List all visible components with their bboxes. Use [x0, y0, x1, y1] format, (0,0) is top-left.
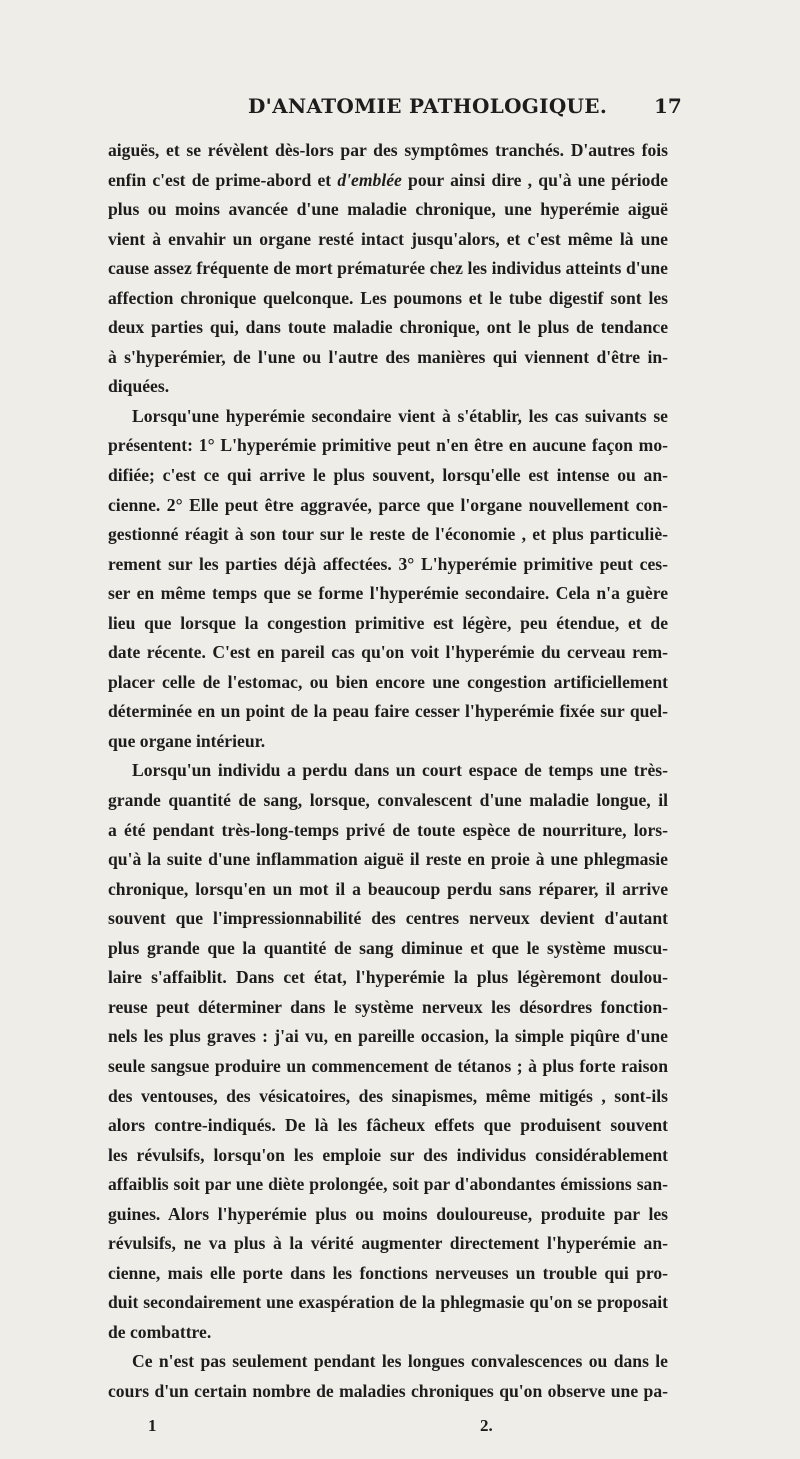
- text-line: que organe intérieur.: [108, 730, 266, 751]
- page-number: 17: [654, 94, 682, 118]
- text-line: lieu que lorsque la congestion primitive est légère, peu étendue, et de: [108, 612, 668, 633]
- text-line: seule sangsue produire un commencement de tétanos ; à plus forte raison: [108, 1055, 668, 1076]
- signature-left: 1: [148, 1416, 157, 1435]
- text-line: diquées.: [108, 376, 170, 397]
- text-line: Ce n'est pas seulement pendant les longues convalescences ou dans le: [132, 1351, 668, 1372]
- text-line: ser en même temps que se forme l'hyperémie secondaire. Cela n'a guère: [108, 583, 668, 604]
- text-line: reuse peut déterminer dans le système nerveux les désordres fonction-: [108, 996, 668, 1017]
- text-line: grande quantité de sang, lorsque, convalescent d'une maladie longue, il: [108, 790, 668, 811]
- text-line: laire s'affaiblit. Dans cet état, l'hyperémie la plus légèremont doulou-: [108, 967, 668, 988]
- text-line: date récente. C'est en pareil cas qu'on voit l'hyperémie du cerveau rem-: [108, 642, 668, 663]
- text-line: placer celle de l'estomac, ou bien encore une congestion artificiellement: [108, 671, 668, 692]
- text-line: affection chronique quelconque. Les poumons et le tube digestif sont les: [108, 287, 668, 308]
- text-line: à s'hyperémier, de l'une ou l'autre des manières qui viennent d'être in-: [108, 346, 668, 367]
- text-line: chronique, lorsqu'en un mot il a beaucoup perdu sans réparer, il arrive: [108, 878, 668, 899]
- text-line: de combattre.: [108, 1321, 212, 1342]
- text-line: affaiblis soit par une diète prolongée, soit par d'abondantes émissions san-: [108, 1174, 668, 1195]
- text-line: nels les plus graves : j'ai vu, en pareille occasion, la simple piqûre d'une: [108, 1026, 668, 1047]
- text-line: révulsifs, ne va plus à la vérité augmenter directement l'hyperémie an-: [108, 1233, 668, 1254]
- body-text: [108, 136, 668, 1407]
- text-line: des ventouses, des vésicatoires, des sinapismes, même mitigés , sont-ils: [108, 1085, 668, 1106]
- text-line: cienne, mais elle porte dans les fonctions nerveuses un trouble qui pro-: [108, 1262, 668, 1283]
- text-line: enfin c'est de prime-abord et d'emblée pour ainsi dire , qu'à une période: [108, 169, 668, 190]
- text-line: souvent que l'impressionnabilité des centres nerveux devient d'autant: [108, 908, 668, 929]
- text-line: vient à envahir un organe resté intact jusqu'alors, et c'est même là une: [108, 228, 668, 249]
- text-line: Lorsqu'une hyperémie secondaire vient à s'établir, les cas suivants se: [132, 405, 668, 426]
- signature-right: 2.: [480, 1416, 493, 1435]
- text-line: cienne. 2° Elle peut être aggravée, parce que l'organe nouvellement con-: [108, 494, 668, 515]
- text-line: qu'à la suite d'une inflammation aiguë il reste en proie à une phlegmasie: [108, 849, 668, 870]
- text-line: plus grande que la quantité de sang diminue et que le système muscu-: [108, 937, 668, 958]
- text-line: guines. Alors l'hyperémie plus ou moins douloureuse, produite par les: [108, 1203, 668, 1224]
- text-line: cause assez fréquente de mort prématurée chez les individus atteints d'une: [108, 258, 668, 279]
- text-line: alors contre-indiqués. De là les fâcheux effets que produisent souvent: [108, 1115, 668, 1136]
- text-line: Lorsqu'un individu a perdu dans un court espace de temps une très-: [132, 760, 668, 781]
- text-line: déterminée en un point de la peau faire cesser l'hyperémie fixée sur quel-: [108, 701, 668, 722]
- running-header: [248, 94, 654, 118]
- text-line: difiée; c'est ce qui arrive le plus souvent, lorsqu'elle est intense ou an-: [108, 465, 668, 486]
- text-line: cours d'un certain nombre de maladies chroniques qu'on observe une pa-: [108, 1380, 668, 1401]
- text-line: duit secondairement une exaspération de la phlegmasie qu'on se proposait: [108, 1292, 668, 1313]
- running-title: D'ANATOMIE PATHOLOGIQUE.: [248, 94, 608, 118]
- text-line: aiguës, et se révèlent dès-lors par des symptômes tranchés. D'autres fois: [108, 140, 668, 160]
- text-line: deux parties qui, dans toute maladie chronique, ont le plus de tendance: [108, 317, 668, 338]
- text-line: rement sur les parties déjà affectées. 3° L'hyperémie primitive peut ces-: [108, 553, 668, 574]
- text-line: a été pendant très-long-temps privé de toute espèce de nourriture, lors-: [108, 819, 668, 840]
- text-line: les révulsifs, lorsqu'on les emploie sur des individus considérablement: [108, 1144, 668, 1165]
- text-line: présentent: 1° L'hyperémie primitive peut n'en être en aucune façon mo-: [108, 435, 668, 456]
- text-line: gestionné réagit à son tour sur le reste de l'économie , et plus particuliè-: [108, 524, 668, 545]
- text-line: plus ou moins avancée d'une maladie chronique, une hyperémie aiguë: [108, 199, 668, 220]
